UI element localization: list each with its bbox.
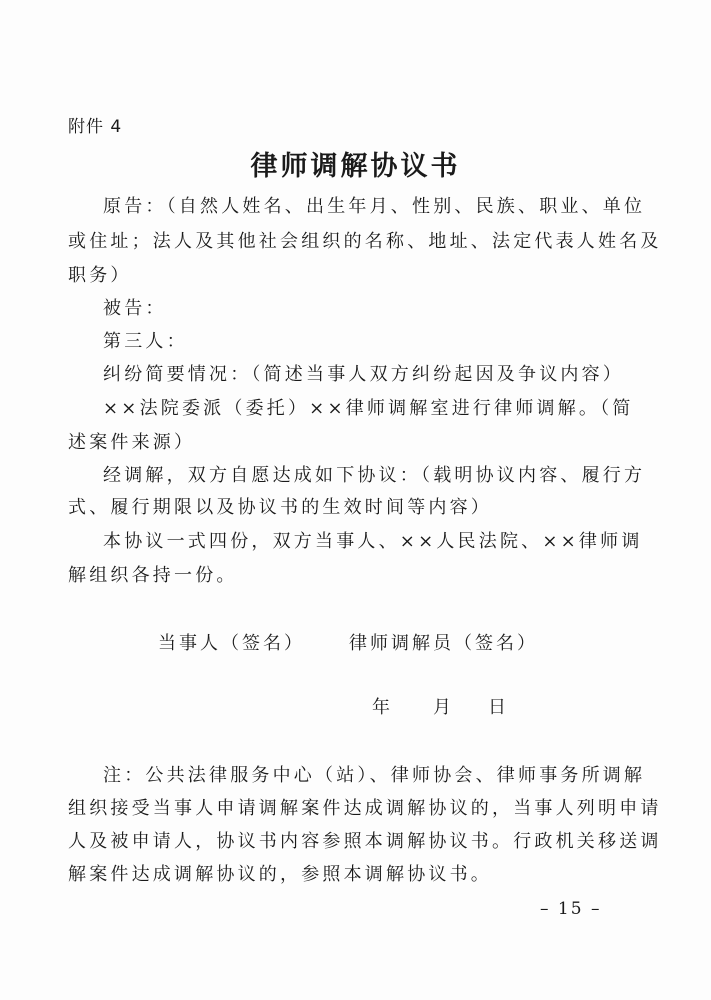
body-line: 职务）	[68, 265, 132, 286]
body-line: 经调解，双方自愿达成如下协议：（载明协议内容、履行方	[103, 465, 646, 486]
body-line: 本协议一式四份，双方当事人、××人民法院、××律师调	[103, 531, 643, 552]
body-line: 第三人：	[103, 331, 188, 352]
date-month: 月	[433, 697, 451, 718]
attachment-label: 附件 4	[68, 117, 123, 137]
body-line: 纠纷简要情况：（简述当事人双方纠纷起因及争议内容）	[103, 364, 624, 385]
note-line: 人及被申请人，协议书内容参照本调解协议书。行政机关移送调	[68, 831, 662, 852]
body-line: 被告：	[103, 298, 167, 319]
note-line: 解案件达成调解协议的，参照本调解协议书。	[68, 864, 492, 885]
note-line: 组织接受当事人申请调解案件达成调解协议的，当事人列明申请	[68, 798, 662, 819]
date-year: 年	[372, 697, 390, 718]
body-line: 解组织各持一份。	[68, 565, 238, 586]
body-line: ××法院委派（委托）××律师调解室进行律师调解。（简	[103, 398, 634, 419]
party-signature-label: 当事人（签名）	[158, 633, 305, 654]
body-line: 式、履行期限以及协议书的生效时间等内容）	[68, 497, 492, 518]
date-day: 日	[488, 697, 506, 718]
page-number: – 15 –	[540, 899, 602, 919]
body-line: 述案件来源）	[68, 432, 196, 453]
document-title: 律师调解协议书	[250, 151, 461, 182]
body-line: 或住址；法人及其他社会组织的名称、地址、法定代表人姓名及	[68, 231, 662, 252]
body-line: 原告：（自然人姓名、出生年月、性别、民族、职业、单位	[103, 196, 646, 217]
mediator-signature-label: 律师调解员（签名）	[349, 633, 538, 654]
note-line: 注：公共法律服务中心（站）、律师协会、律师事务所调解	[103, 765, 646, 786]
